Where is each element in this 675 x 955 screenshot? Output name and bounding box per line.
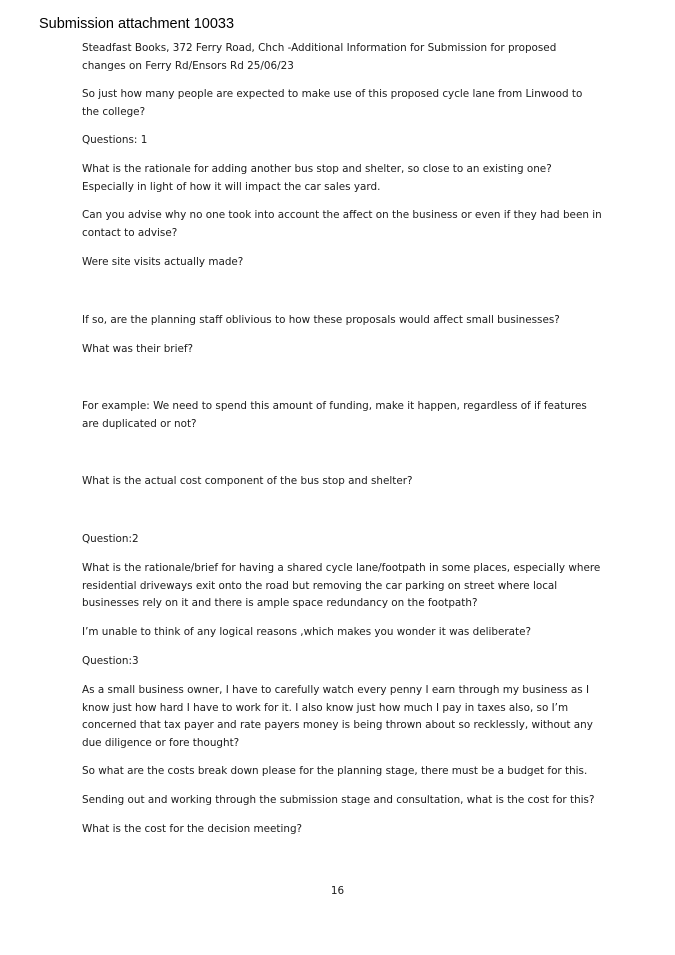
bus-stop-cost-question: What is the actual cost component of the bus stop and shelter? (82, 475, 413, 487)
submission-header-title: Submission attachment 10033 (39, 16, 235, 32)
business-impact-question: Can you advise why no one took into account the affect on the business or even if they had been in contact to advise? (82, 209, 602, 239)
shared-cycle-lane-question: What is the rationale/brief for having a shared cycle lane/footpath in some places, especially where residential driveways exit onto the road but removing the car parking on street where local businesses rely on it and there is ample space redundancy on the footpath? (82, 562, 601, 609)
cycle-lane-usage-question: So just how many people are expected to make use of this proposed cycle lane from Linwood to the college? (82, 88, 583, 118)
site-visits-question: Were site visits actually made? (82, 256, 244, 268)
page-number: 16 (330, 885, 345, 897)
question-3-heading: Question:3 (82, 655, 139, 667)
bus-stop-rationale-question: What is the rationale for adding another bus stop and shelter, so close to an existing one? Especially in light of how it will impact the car sales yard. (82, 163, 552, 193)
consultation-cost-question: Sending out and working through the submission stage and consultation, what is the cost for this? (82, 794, 595, 806)
planning-staff-question: If so, are the planning staff oblivious to how these proposals would affect small businesses? (82, 314, 560, 326)
small-business-owner-paragraph: As a small business owner, I have to carefully watch every penny I earn through my business as I know just how hard I have to work for it. I also know just how much I pay in taxes also, so I’m concerned that tax payer and rate payers money is being thrown about so recklessly, without any due diligence or fore thought? (82, 684, 593, 749)
brief-question: What was their brief? (82, 343, 194, 355)
decision-meeting-cost-question: What is the cost for the decision meeting? (82, 823, 303, 835)
questions-1-heading: Questions: 1 (82, 134, 148, 146)
intro-address-paragraph: Steadfast Books, 372 Ferry Road, Chch -Additional Information for Submission for proposed changes on Ferry Rd/Ensors Rd 25/06/23 (82, 42, 557, 72)
deliberate-reasons-paragraph: I’m unable to think of any logical reasons ,which makes you wonder it was deliberate? (82, 626, 532, 638)
question-2-heading: Question:2 (82, 533, 139, 545)
planning-stage-cost-question: So what are the costs break down please for the planning stage, there must be a budget for this. (82, 765, 588, 777)
funding-example-paragraph: For example: We need to spend this amount of funding, make it happen, regardless of if features are duplicated or not? (82, 400, 587, 430)
